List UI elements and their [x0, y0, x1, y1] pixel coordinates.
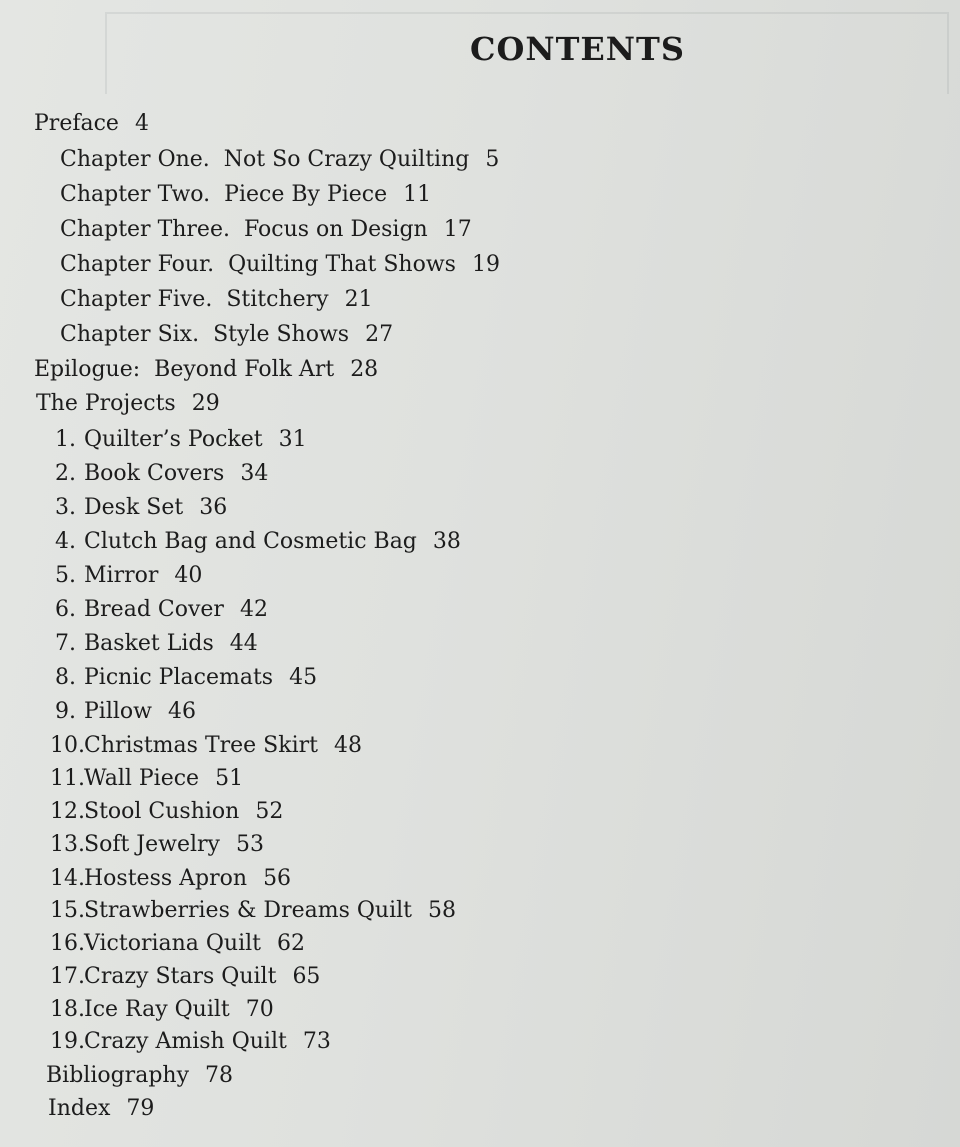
project-title: Christmas Tree Skirt	[84, 733, 318, 758]
project-page: 44	[229, 631, 258, 656]
project-number: 19.	[50, 1029, 85, 1054]
project-page: 51	[215, 766, 244, 791]
project-title: Crazy Amish Quilt	[84, 1029, 287, 1054]
project-page: 73	[302, 1029, 331, 1054]
epilogue-label: Epilogue:	[34, 357, 141, 382]
project-number: 5.	[55, 563, 76, 588]
project-number: 16.	[50, 931, 85, 956]
project-number: 17.	[50, 964, 85, 989]
project-item	[50, 897, 456, 925]
toc-entry-index	[48, 1095, 154, 1123]
project-title: Bread Cover	[84, 597, 224, 622]
entry-page: 19	[471, 252, 500, 277]
project-number: 13.	[50, 832, 85, 857]
entry-label: Index	[48, 1096, 111, 1121]
project-title: Pillow	[84, 699, 152, 724]
project-item	[50, 963, 320, 991]
project-page: 36	[199, 495, 228, 520]
project-item	[50, 732, 362, 760]
project-title: Ice Ray Quilt	[84, 997, 230, 1022]
project-number: 2.	[55, 461, 76, 486]
project-page: 52	[255, 799, 284, 824]
project-item	[50, 996, 274, 1024]
entry-page: 17	[443, 217, 472, 242]
project-item	[50, 698, 196, 726]
project-title: Strawberries & Dreams Quilt	[84, 898, 412, 923]
project-page: 62	[277, 931, 306, 956]
project-page: 38	[432, 529, 461, 554]
toc-entry-chapter	[60, 216, 472, 244]
chapter-label: Chapter Three.	[60, 217, 230, 242]
project-item	[50, 426, 307, 454]
chapter-title: Quilting That Shows	[228, 252, 456, 277]
project-number: 7.	[55, 631, 76, 656]
project-number: 12.	[50, 799, 85, 824]
project-number: 10.	[50, 733, 85, 758]
chapter-title: Stitchery	[226, 287, 329, 312]
project-item	[50, 831, 264, 859]
toc-entry-chapter	[60, 321, 393, 349]
entry-label: Preface	[34, 111, 119, 136]
project-item	[50, 865, 291, 893]
project-number: 11.	[50, 766, 85, 791]
project-number: 6.	[55, 597, 76, 622]
project-title: Book Covers	[84, 461, 225, 486]
project-item	[50, 1028, 331, 1056]
project-item	[50, 562, 202, 590]
chapter-label: Chapter Four.	[60, 252, 215, 277]
project-title: Hostess Apron	[84, 866, 248, 891]
project-title: Mirror	[84, 563, 159, 588]
project-page: 40	[174, 563, 203, 588]
project-item	[50, 798, 283, 826]
toc-entry-preface	[34, 110, 149, 138]
project-item	[50, 460, 268, 488]
project-item	[50, 528, 461, 556]
chapter-label: Chapter Two.	[60, 182, 211, 207]
chapter-label: Chapter Five.	[60, 287, 213, 312]
project-title: Victoriana Quilt	[84, 931, 262, 956]
project-item	[50, 765, 243, 793]
project-number: 15.	[50, 898, 85, 923]
project-title: Stool Cushion	[84, 799, 240, 824]
project-page: 46	[168, 699, 196, 724]
project-page: 45	[289, 665, 318, 690]
toc-entry-projects-header	[36, 390, 220, 418]
toc-entry-chapter	[60, 146, 499, 174]
entry-page: 79	[126, 1096, 155, 1121]
project-title: Quilter’s Pocket	[84, 427, 263, 452]
project-page: 53	[235, 832, 264, 857]
project-number: 14.	[50, 866, 85, 891]
projects-label: The Projects	[36, 391, 176, 416]
project-title: Crazy Stars Quilt	[84, 964, 277, 989]
project-number: 4.	[55, 529, 76, 554]
project-page: 42	[239, 597, 268, 622]
toc-entry-chapter	[60, 181, 431, 209]
project-item	[50, 930, 305, 958]
project-item	[50, 664, 317, 692]
project-page: 31	[278, 427, 307, 452]
entry-page: 4	[134, 111, 149, 136]
chapter-label: Chapter Six.	[60, 322, 200, 347]
toc-entry-chapter	[60, 286, 373, 314]
project-item	[50, 596, 268, 624]
entry-page: 28	[350, 357, 379, 382]
project-number: 1.	[55, 427, 76, 452]
entry-page: 5	[485, 147, 500, 172]
entry-page: 78	[205, 1063, 233, 1088]
project-page: 34	[240, 461, 269, 486]
entry-page: 11	[403, 182, 432, 207]
project-number: 3.	[55, 495, 76, 520]
epilogue-title: Beyond Folk Art	[154, 357, 335, 382]
toc-entry-chapter	[60, 251, 500, 279]
project-title: Basket Lids	[84, 631, 214, 656]
project-number: 9.	[55, 699, 76, 724]
project-page: 56	[263, 866, 292, 891]
chapter-title: Piece By Piece	[224, 182, 388, 207]
entry-page: 29	[191, 391, 220, 416]
project-title: Picnic Placemats	[84, 665, 274, 690]
entry-page: 21	[344, 287, 373, 312]
page-title: CONTENTS	[470, 30, 685, 68]
chapter-title: Style Shows	[213, 322, 350, 347]
project-page: 65	[292, 964, 321, 989]
project-number: 8.	[55, 665, 76, 690]
project-title: Clutch Bag and Cosmetic Bag	[84, 529, 417, 554]
chapter-title: Not So Crazy Quilting	[223, 147, 470, 172]
chapter-label: Chapter One.	[60, 147, 210, 172]
project-item	[50, 630, 258, 658]
project-number: 18.	[50, 997, 85, 1022]
entry-page: 27	[365, 322, 394, 347]
project-page: 48	[333, 733, 362, 758]
project-title: Soft Jewelry	[84, 832, 220, 857]
project-page: 70	[245, 997, 274, 1022]
project-page: 58	[427, 898, 456, 923]
project-title: Wall Piece	[84, 766, 200, 791]
toc-entry-epilogue	[34, 356, 378, 384]
project-item	[50, 494, 227, 522]
toc-entry-bibliography	[46, 1062, 233, 1090]
project-title: Desk Set	[84, 495, 184, 520]
chapter-title: Focus on Design	[243, 217, 428, 242]
entry-label: Bibliography	[46, 1063, 189, 1088]
